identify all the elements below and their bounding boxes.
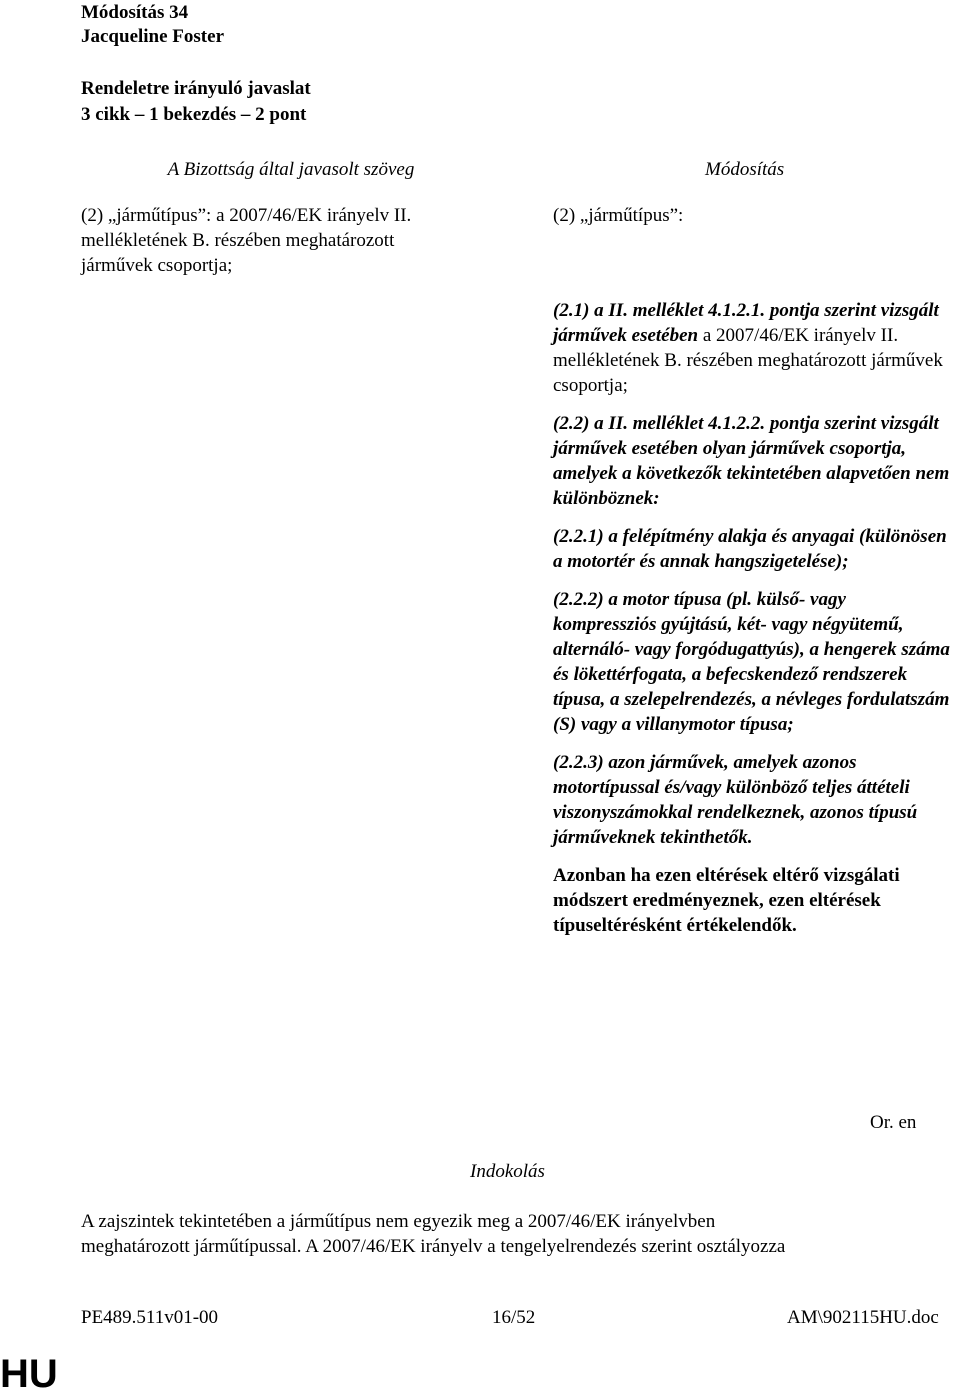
commission-text-line: járművek csoportja; — [81, 255, 233, 276]
right-column-heading: Módosítás — [705, 159, 785, 180]
amendment-paragraph-2-2-2: (2.2.2) a motor típusa (pl. külső- vagy kompressziós gyújtású, két- vagy négyütemű, alternáló- vagy forgódugattyús), a hengerek száma és lökettérfogata, a befecskendező rendszerek típusa, a szelepelrendezés, a névleges fordulatszám (S) vagy a villanymotor típusa; — [553, 589, 950, 735]
amendment-unchanged-text: a 2007/46/EK irányelv II. mellékletének B. részében meghatározott járművek csoportja; — [553, 325, 943, 396]
commission-text-line: mellékletének B. részében meghatározott — [81, 230, 395, 251]
footer-page-number: 16/52 — [492, 1307, 536, 1328]
amendment-paragraph-2-2: (2.2) a II. melléklet 4.1.2.2. pontja szerint vizsgált járművek esetében olyan járművek csoportja, amelyek a következők tekintetében alapvetően nem különböznek: — [553, 413, 950, 509]
justification-heading: Indokolás — [470, 1161, 545, 1182]
footer-doc-ref: PE489.511v01-00 — [81, 1307, 219, 1328]
amendment-inserted-text: (2.1) a II. melléklet 4.1.2.1. pontja szerint vizsgált járművek esetében — [553, 300, 939, 346]
language-code: HU — [0, 1352, 58, 1396]
original-language: Or. en — [870, 1112, 917, 1133]
amendment-number: Módosítás 34 — [81, 2, 189, 23]
commission-text — [81, 203, 501, 278]
justification-text — [81, 1209, 956, 1259]
justification-line: A zajszintek tekintetében a járműtípus nem egyezik meg a 2007/46/EK irányelvben — [81, 1211, 716, 1232]
amendment-paragraph-2-1 — [553, 298, 953, 398]
amendment-text — [553, 298, 953, 951]
footer-file-name: AM\902115HU.doc — [787, 1307, 939, 1328]
amendment-paragraph-closing: Azonban ha ezen eltérések eltérő vizsgálati módszert eredményeznek, ezen eltérések típuseltérésként értékelendők. — [553, 865, 900, 936]
author-name: Jacqueline Foster — [81, 26, 225, 47]
commission-text-line: (2) „járműtípus”: a 2007/46/EK irányelv II. — [81, 205, 412, 226]
amendment-intro: (2) „járműtípus”: — [553, 205, 684, 226]
justification-line: meghatározott járműtípussal. A 2007/46/EK irányelv a tengelyelrendezés szerint osztályozza — [81, 1236, 786, 1257]
proposal-type: Rendeletre irányuló javaslat — [81, 78, 311, 99]
amendment-paragraph-2-2-3: (2.2.3) azon járművek, amelyek azonos motortípussal és/vagy különböző teljes áttételi viszonyszámokkal rendelkeznek, azonos típusú járműveknek tekinthetők. — [553, 752, 918, 848]
article-reference: 3 cikk – 1 bekezdés – 2 pont — [81, 104, 307, 125]
left-column-heading: A Bizottság által javasolt szöveg — [167, 159, 415, 180]
amendment-paragraph-2-2-1: (2.2.1) a felépítmény alakja és anyagai (különösen a motortér és annak hangszigetelése); — [553, 526, 947, 572]
